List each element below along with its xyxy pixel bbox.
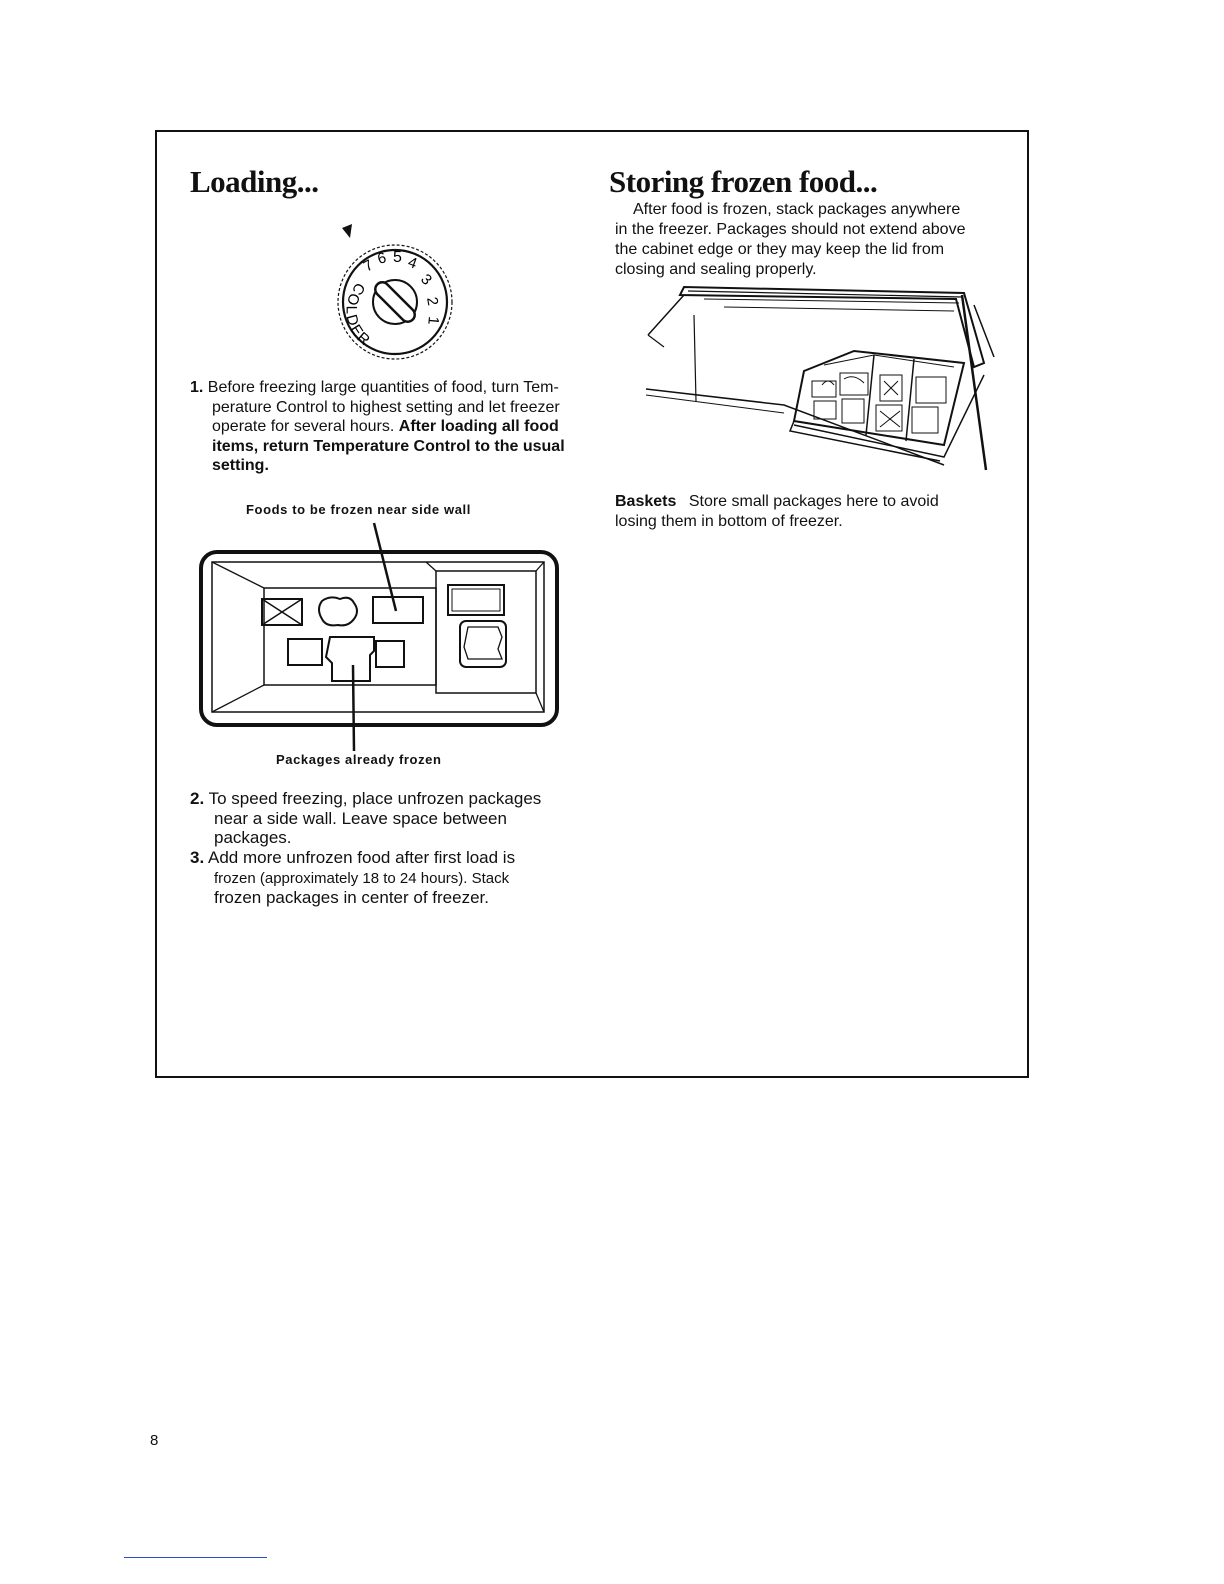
storing-paragraph-line: in the freezer. Packages should not extend above xyxy=(615,221,966,238)
loading-heading: Loading... xyxy=(190,164,319,199)
step-3-number: 3. xyxy=(190,848,205,867)
step-1 xyxy=(190,378,620,476)
storing-paragraph-line: the cabinet edge or they may keep the lid from xyxy=(615,241,945,258)
diagram-label-side-wall: Foods to be frozen near side wall xyxy=(246,502,471,517)
baskets-description xyxy=(615,492,1005,532)
pointer-icon xyxy=(342,224,352,238)
temperature-dial-illustration xyxy=(330,222,460,362)
step-1-bold-line: items, return Temperature Control to the usual xyxy=(212,437,565,455)
dial-number: 1 xyxy=(424,315,442,326)
dial-number: 5 xyxy=(393,249,402,266)
baskets-text-line: losing them in bottom of freezer. xyxy=(615,513,843,530)
step-1-text-line: operate for several hours. xyxy=(212,418,395,435)
dial-number: 2 xyxy=(423,295,442,307)
step-3-text-line: Add more unfrozen food after first load is xyxy=(207,848,516,867)
baskets-text-line: Store small packages here to avoid xyxy=(688,493,939,510)
baskets-term: Baskets xyxy=(615,493,677,510)
storing-paragraph-line: After food is frozen, stack packages anywhere xyxy=(633,201,961,218)
step-2-number: 2. xyxy=(190,789,205,808)
dial-number: 6 xyxy=(375,249,389,268)
footer-rule xyxy=(124,1557,267,1558)
step-2-text-line: To speed freezing, place unfrozen packages xyxy=(208,789,542,808)
dial-number: 7 xyxy=(360,256,377,276)
step-3-text-line: frozen (approximately 18 to 24 hours). Stack xyxy=(214,869,510,887)
step-2 xyxy=(190,789,590,848)
storing-paragraph xyxy=(615,200,1005,280)
step-1-text-line: Before freezing large quantities of food, turn Tem- xyxy=(207,379,559,396)
step-1-bold-line: After loading all food xyxy=(398,418,559,435)
dial-number: 4 xyxy=(405,253,420,273)
step-3-text-line: frozen packages in center of freezer. xyxy=(214,888,489,907)
storing-heading: Storing frozen food... xyxy=(609,164,878,199)
step-1-number: 1. xyxy=(190,379,204,396)
step-1-text-line: perature Control to highest setting and let freezer xyxy=(212,398,560,416)
storing-paragraph-line: closing and sealing properly. xyxy=(615,261,817,278)
step-2-text-line: near a side wall. Leave space between xyxy=(214,808,507,828)
diagram-label-already-frozen: Packages already frozen xyxy=(276,752,442,767)
chest-freezer-baskets-illustration xyxy=(644,285,1004,475)
freezer-loading-diagram xyxy=(198,515,560,755)
step-1-bold-line: setting. xyxy=(212,457,269,474)
dial-number: 3 xyxy=(417,270,436,289)
step-2-text-line: packages. xyxy=(214,828,292,847)
page-number: 8 xyxy=(150,1432,159,1449)
dial-colder-label: COLDER xyxy=(342,279,375,351)
step-3 xyxy=(190,848,590,908)
